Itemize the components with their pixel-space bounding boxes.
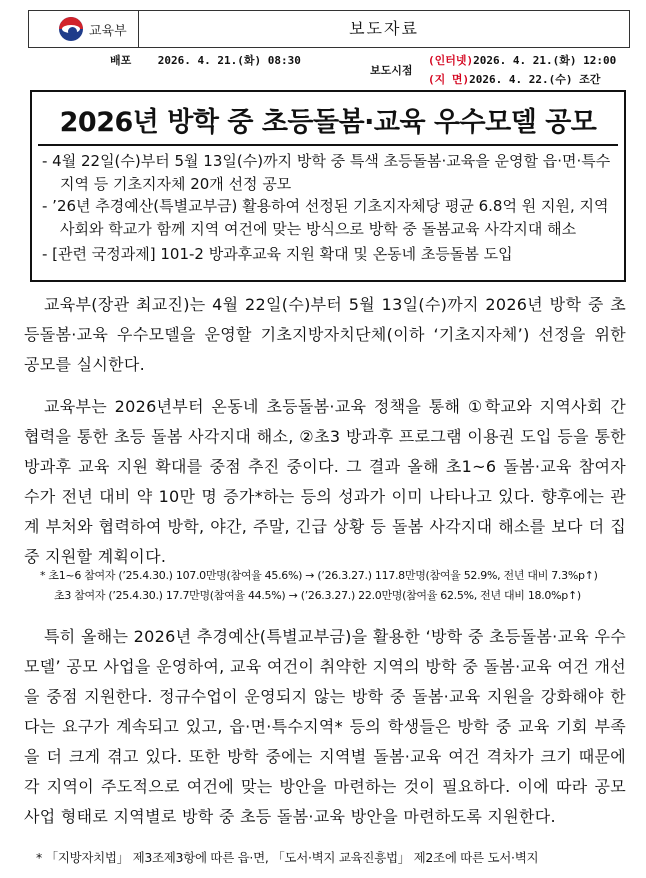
paragraph-2	[24, 392, 626, 572]
paragraph-text: 교육부는 2026년부터 온동네 초등돌봄·교육 정책을 통해 ①학교와 지역사회 간 협력을 통한 초등 돌봄 사각지대 해소, ②초3 방과후 프로그램 이용권 도입 등을 통한 방과후 교육 지원 확대를 중점 추진 중이다. 그 결과 올해 초1~6 돌봄·교육 참여자 수가 전년 대비 약 10만 명 증가*하는 등의 성과가 이미 나타나고 있다. 향후에는 관계 부처와 협력하여 방학, 야간, 주말, 긴급 상황 등 돌봄 사각지대 해소를 보다 더 집중 지원할 계획이다.	[24, 397, 626, 566]
doc-type-title: 보도자료	[349, 19, 419, 38]
distribution-label: 배포	[110, 54, 132, 67]
print-tag: (지 면)	[428, 73, 470, 86]
paragraph-3	[24, 622, 626, 832]
footnote-special-areas	[36, 848, 626, 868]
press-header	[28, 10, 630, 48]
distribution-date: 2026. 4. 21.(화) 08:30	[157, 54, 301, 67]
footnote-line: * 「지방자치법」 제3조제3항에 따른 읍·면, 「도서·벽지 교육진흥법」 제2조에 따른 도서·벽지	[36, 850, 539, 865]
distribution-info	[110, 52, 301, 68]
headline-divider	[38, 144, 618, 146]
summary-box	[30, 90, 626, 282]
footnote-line: 초3 참여자 (’25.4.30.) 17.7만명(참여율 44.5%) → (’26.3.27.) 22.0만명(참여율 62.5%, 전년 대비 18.0%p↑)	[54, 589, 581, 602]
footnote-line: * 초1~6 참여자 (’25.4.30.) 107.0만명(참여율 45.6%) → (’26.3.27.) 117.8만명(참여율 52.9%, 전년 대비 7.3%p↑)	[40, 569, 598, 582]
summary-bullet: - ’26년 추경예산(특별교부금) 활용하여 선정된 기초지자체당 평균 6.8억 원 지원, 지역사회와 학교가 함께 지역 여건에 맞는 방식으로 방학 중 돌봄교육 사각지대 해소	[42, 197, 609, 238]
online-tag: (인터넷)	[428, 54, 474, 67]
ministry-logo	[29, 11, 139, 47]
paragraph-1	[24, 290, 626, 380]
embargo-label: 보도시점	[370, 64, 413, 77]
ministry-name: 교육부	[89, 23, 127, 39]
headline: 2026년 방학 중 초등돌봄·교육 우수모델 공모	[59, 107, 597, 138]
print-release	[428, 71, 600, 87]
taegeuk-emblem-icon	[59, 17, 83, 41]
summary-bullet: - 4월 22일(수)부터 5월 13일(수)까지 방학 중 특색 초등돌봄·교육을 운영할 읍·면·특수지역 등 기초지자체 20개 선정 공모	[42, 152, 611, 193]
summary-bullet-policy-task: - [관련 국정과제] 101-2 방과후교육 지원 확대 및 온동네 초등돌봄 도입	[42, 245, 513, 263]
online-release	[428, 52, 616, 68]
paragraph-text: 특히 올해는 2026년 추경예산(특별교부금)을 활용한 ‘방학 중 초등돌봄·교육 우수모델’ 공모 사업을 운영하여, 교육 여건이 취약한 지역의 방학 중 돌봄·교육 여건 개선을 중점 지원한다. 정규수업이 운영되지 않는 방학 중 돌봄·교육 지원을 강화해야 한다는 요구가 계속되고 있고, 읍·면·특수지역* 등의 학생들은 방학 중 교육 기회 부족을 더 크게 겪고 있다. 또한 방학 중에는 지역별 돌봄·교육 여건 격차가 크기 때문에 각 지역이 주도적으로 여건에 맞는 방안을 마련하는 것이 필요하다. 이에 따라 공모 사업 형태로 지역별로 방학 중 초등 돌봄·교육 방안을 마련하도록 지원한다.	[24, 627, 626, 826]
summary-bullets	[42, 150, 616, 266]
footnote-participants	[40, 566, 630, 606]
print-time: 2026. 4. 22.(수) 조간	[469, 73, 601, 86]
paragraph-text: 교육부(장관 최교진)는 4월 22일(수)부터 5월 13일(수)까지 2026년 방학 중 초등돌봄·교육 우수모델을 운영할 기초지방자치단체(이하 ‘기초지자체’) 선정을 위한 공모를 실시한다.	[24, 295, 626, 374]
online-time: 2026. 4. 21.(화) 12:00	[473, 54, 617, 67]
